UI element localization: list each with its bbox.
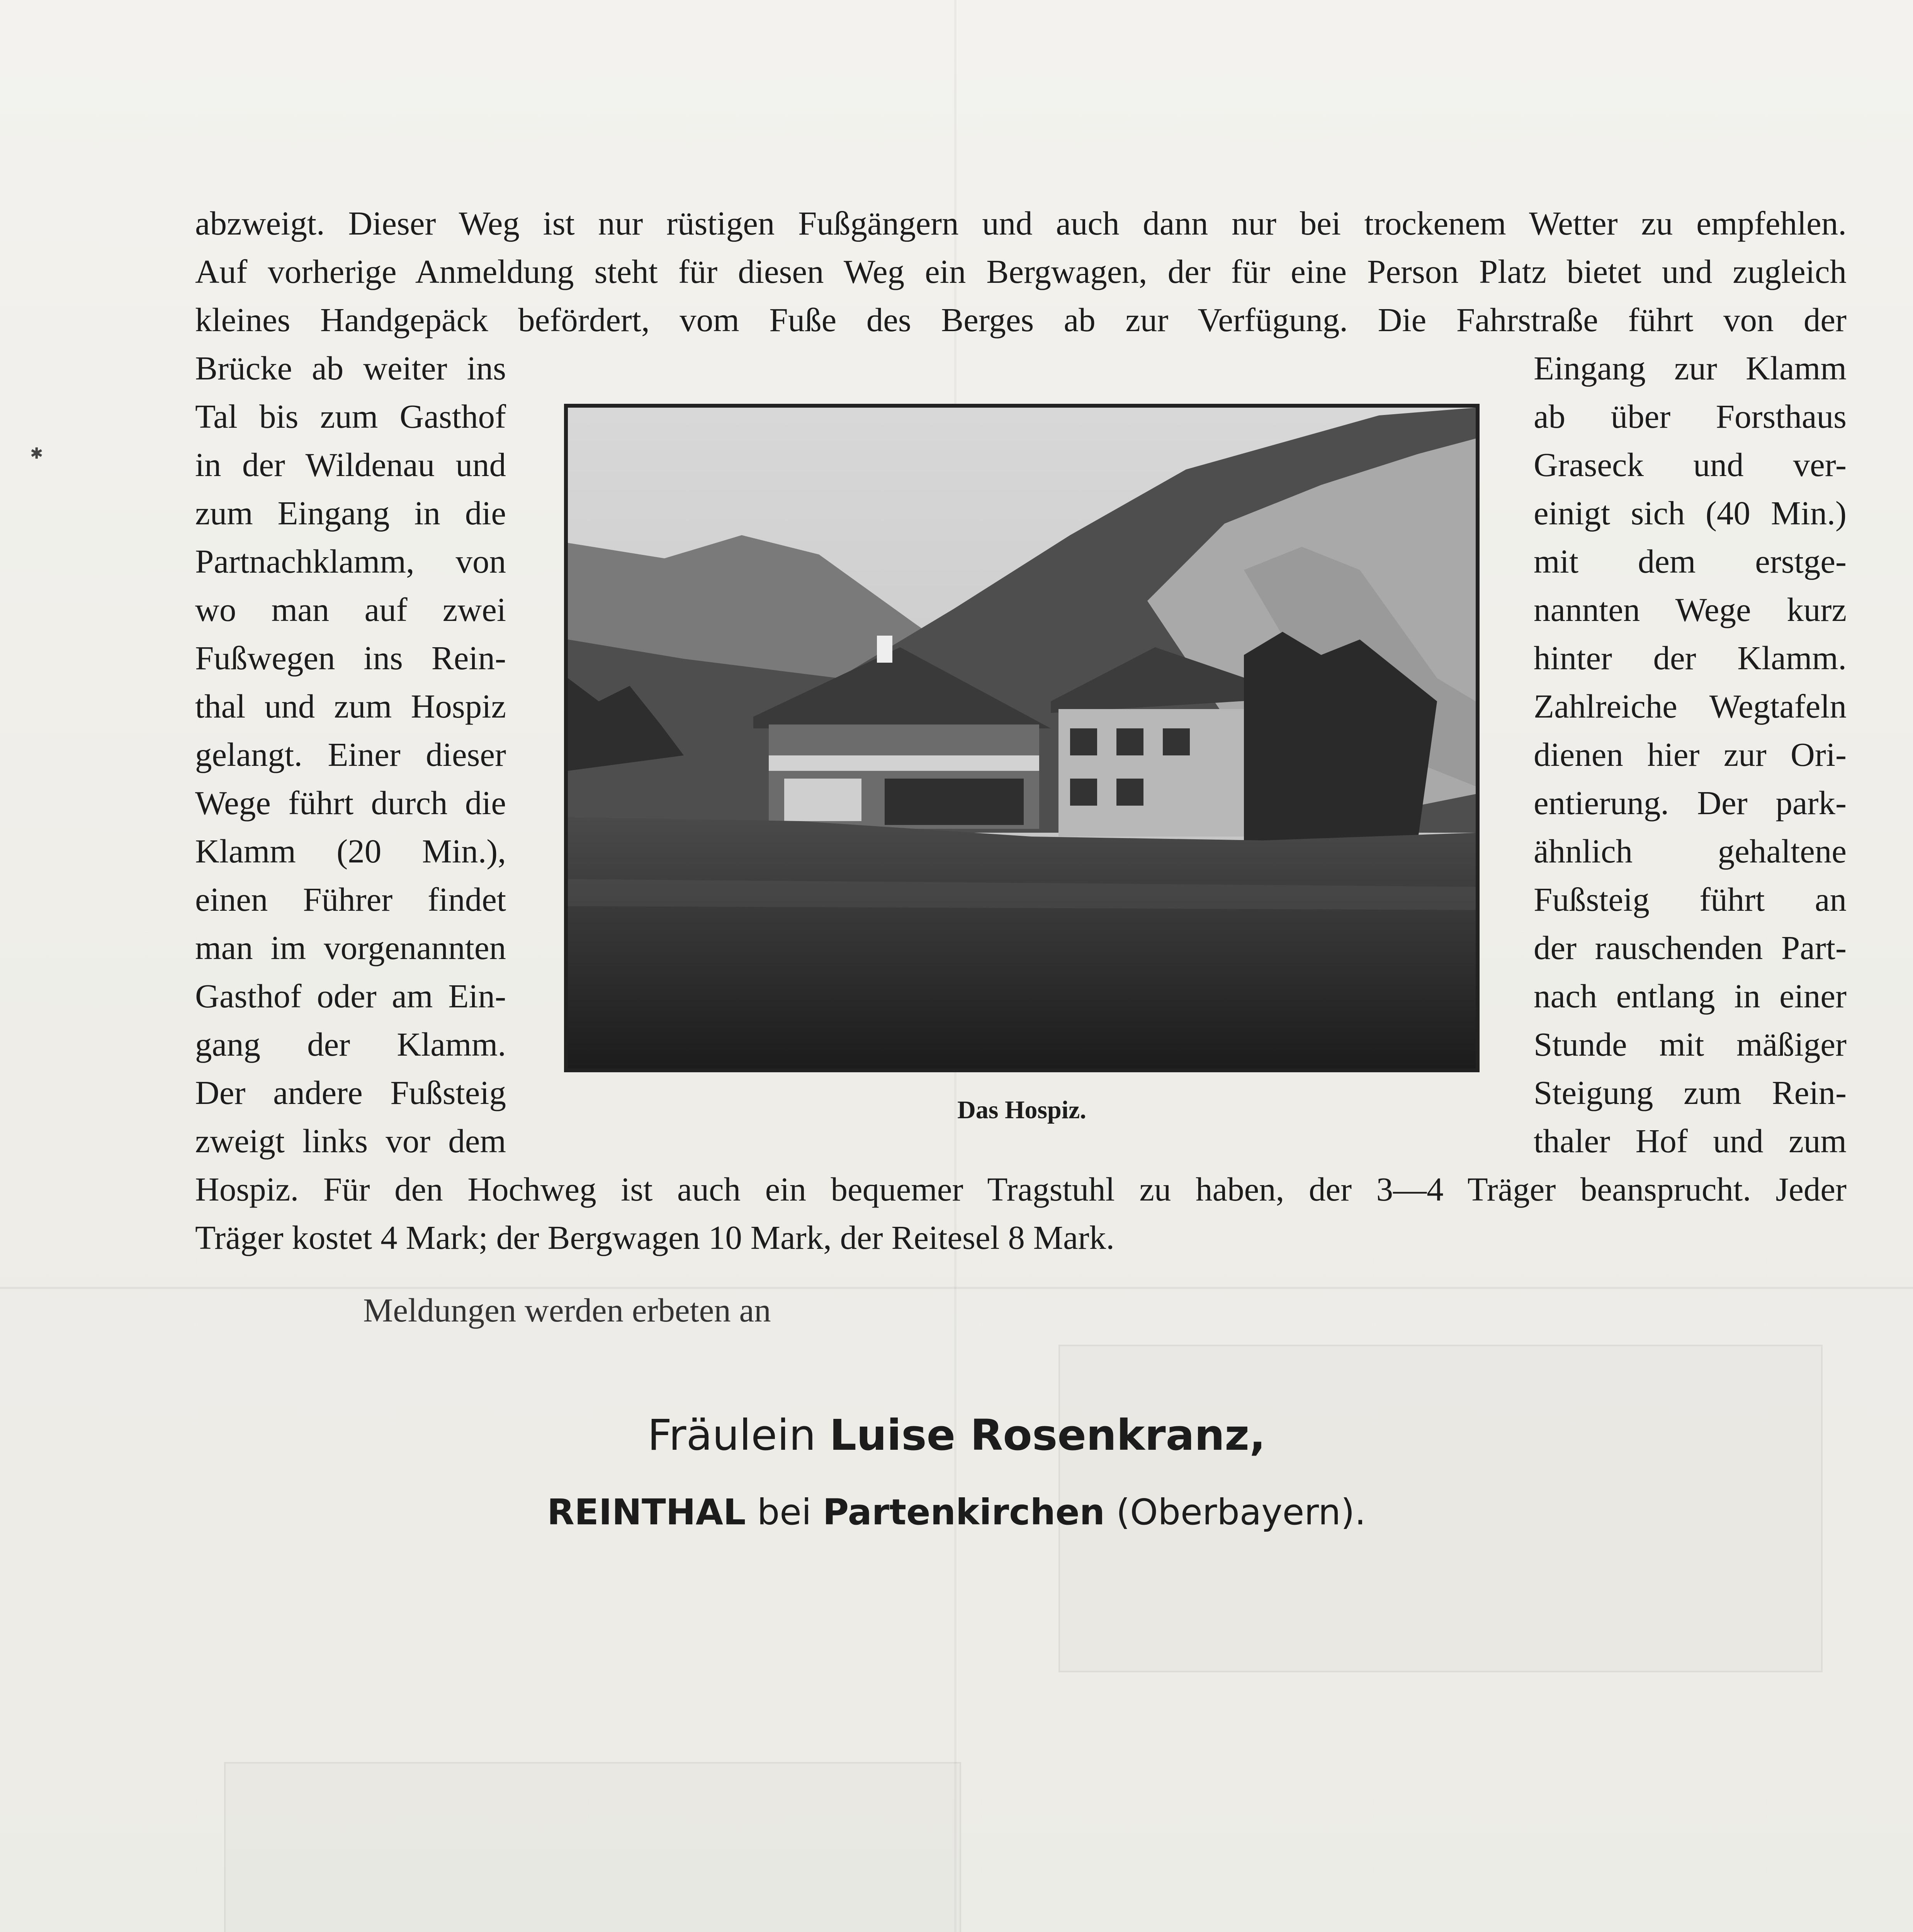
text-line: einigt sich (40 Min.) (1534, 494, 1847, 532)
town-name: Partenkirchen (822, 1492, 1105, 1533)
text-line: gang der Klamm. (195, 1026, 506, 1063)
text-line: Fußwegen ins Rein- (195, 639, 506, 677)
address-name-line (0, 1410, 1913, 1460)
text-line: gelangt. Einer dieser (195, 736, 506, 773)
text-line: hinter der Klamm. (1534, 639, 1847, 677)
text-line: Auf vorherige Anmeldung steht für diesen Weg ein Bergwagen, der für eine Person Platz bietet und zugleich (195, 253, 1847, 290)
photo-caption: Das Hospiz. (957, 1096, 1086, 1124)
text-line: nannten Wege kurz (1534, 591, 1847, 628)
text-line: Träger kostet 4 Mark; der Bergwagen 10 Mark, der Reitesel 8 Mark. (195, 1219, 1115, 1256)
bei-word: bei (757, 1492, 812, 1533)
text-line: ähnlich gehaltene (1534, 832, 1847, 870)
text-line: Der andere Fußsteig (195, 1074, 506, 1111)
text-line: man im vorgenannten (195, 929, 506, 966)
text-line: Zahlreiche Wegtafeln (1534, 687, 1847, 725)
region-name: (Oberbayern). (1116, 1492, 1366, 1533)
text-line: in der Wildenau und (195, 446, 506, 483)
place-name: REINTHAL (547, 1492, 746, 1533)
margin-mark: ✱ (30, 445, 43, 462)
text-line: entierung. Der park- (1534, 784, 1847, 821)
hospiz-photo-illustration (568, 408, 1476, 1068)
text-line: Gasthof oder am Ein- (195, 977, 506, 1015)
text-line: Graseck und ver- (1534, 446, 1847, 483)
text-line: kleines Handgepäck befördert, vom Fuße des Berges ab zur Verfügung. Die Fahrstraße führt von der (195, 301, 1847, 338)
text-line: wo man auf zwei (195, 591, 506, 628)
hospiz-photo (564, 404, 1480, 1072)
text-line: zweigt links vor dem (195, 1122, 506, 1160)
text-line: Klamm (20 Min.), (195, 832, 506, 870)
text-line: thaler Hof und zum (1534, 1122, 1847, 1160)
recipient-name: Luise Rosenkranz, (829, 1410, 1266, 1460)
bleed-through-box-left (224, 1762, 961, 1932)
text-line: Eingang zur Klamm (1534, 349, 1847, 387)
text-line: thal und zum Hospiz (195, 687, 506, 725)
text-line: Hospiz. Für den Hochweg ist auch ein bequemer Tragstuhl zu haben, der 3—4 Träger beansprucht. Jeder (195, 1170, 1847, 1208)
horizontal-fold (0, 1287, 1913, 1289)
text-line: nach entlang in einer (1534, 977, 1847, 1015)
text-line: Brücke ab weiter ins (195, 349, 506, 387)
address-place-line (0, 1492, 1913, 1533)
salutation: Fräulein (647, 1410, 816, 1460)
text-line: Partnachklamm, von (195, 543, 506, 580)
text-line: ab über Forsthaus (1534, 398, 1847, 435)
text-line: Fußsteig führt an (1534, 881, 1847, 918)
meldungen-line: Meldungen werden erbeten an (363, 1291, 771, 1329)
text-line: Tal bis zum Gasthof (195, 398, 506, 435)
text-line: zum Eingang in die (195, 494, 506, 532)
text-line: einen Führer findet (195, 881, 506, 918)
text-line: dienen hier zur Ori- (1534, 736, 1847, 773)
text-line: der rauschenden Part- (1534, 929, 1847, 966)
text-line: abzweigt. Dieser Weg ist nur rüstigen Fußgängern und auch dann nur bei trockenem Wetter zu empfehlen. (195, 204, 1847, 242)
text-line: mit dem erstge- (1534, 543, 1847, 580)
text-line: Stunde mit mäßiger (1534, 1026, 1847, 1063)
text-line: Steigung zum Rein- (1534, 1074, 1847, 1111)
text-line: Wege führt durch die (195, 784, 506, 821)
